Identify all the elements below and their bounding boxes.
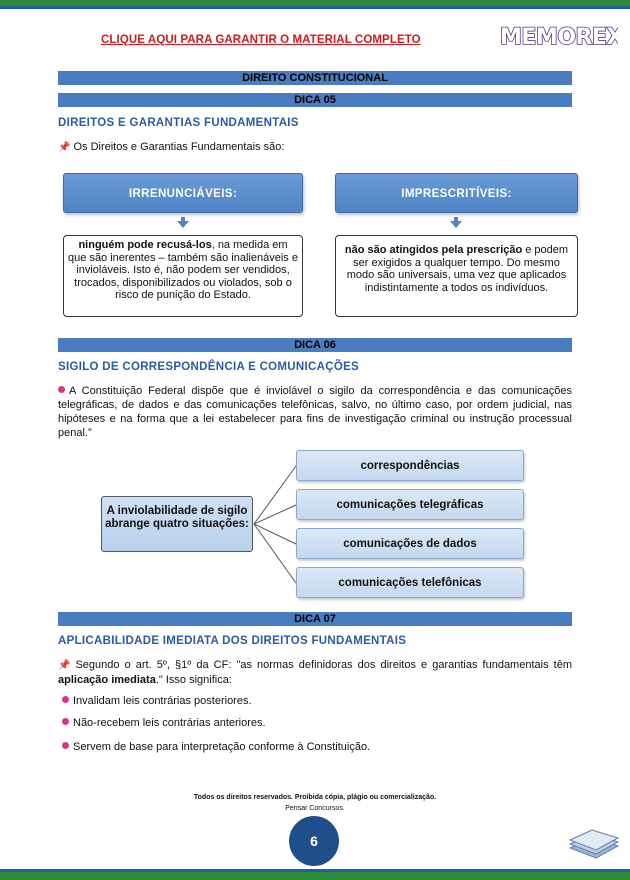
- connector-lines: [252, 450, 302, 600]
- list-item-text: Não-recebem leis contrárias anteriores.: [73, 717, 266, 729]
- tip07-text-b: ." Isso significa:: [155, 674, 232, 686]
- tip06-bar: DICA 06: [58, 338, 572, 352]
- tip06-text-content: A Constituição Federal dispõe que é inviolável o sigilo da correspondência e das comunicações telegráficas, de dados e das comunicações telefônicas, salvo, no último caso, por ordem judicial, nas hipóteses e na forma que a lei estabelecer para fins de investigação criminal ou instrução processual penal.”: [58, 385, 572, 439]
- stack-logo-icon: [566, 828, 622, 862]
- tip05-heading: DIREITOS E GARANTIAS FUNDAMENTAIS: [58, 117, 299, 129]
- tip07-heading: APLICABILIDADE IMEDIATA DOS DIREITOS FUNDAMENTAIS: [58, 635, 407, 647]
- situation-item: correspondências: [296, 450, 524, 481]
- inviolability-center-box: A inviolabilidade de sigilo abrange quatro situações:: [101, 496, 253, 552]
- tip07-text-a: Segundo o art. 5º, §1º da CF: "as normas definidoras dos direitos e garantias fundamentais têm: [75, 659, 572, 671]
- imprescritiveis-desc: [335, 235, 578, 317]
- tip06-text: [58, 384, 572, 440]
- footer-rights: Todos os direitos reservados. Proibida cópia, plágio ou comercialização.: [193, 794, 437, 801]
- bullet-icon: [58, 386, 65, 393]
- memorex-logo: [498, 20, 618, 52]
- imprescritiveis-bold: não são atingidos pela prescrição: [344, 244, 523, 256]
- logo-text: MEMOREX: [500, 25, 618, 50]
- irrenunciaveis-box: IRRENUNCIÁVEIS:: [63, 173, 303, 213]
- irrenunciaveis-bold: ninguém pode recusá-los: [78, 239, 212, 251]
- bottom-green-stripe: [0, 872, 630, 880]
- list-item: [62, 695, 252, 707]
- down-arrow-icon: [450, 221, 462, 228]
- footer-brand: Pensar Concursos.: [285, 805, 345, 812]
- tip05-intro-text: Os Direitos e Garantias Fundamentais são:: [73, 141, 285, 153]
- bullet-icon: [62, 742, 69, 749]
- tip07-bar: DICA 07: [58, 612, 572, 626]
- imprescritiveis-text: e podem ser exigidos a qualquer tempo. Do mesmo modo são universais, uma vez que aplicados indistintamente a todos os indivíduos.: [346, 244, 569, 294]
- situation-item: comunicações telegráficas: [296, 489, 524, 520]
- down-arrow-icon: [177, 221, 189, 228]
- pin-icon: 📌: [58, 142, 71, 153]
- tip05-intro: [58, 140, 572, 155]
- list-item-text: Servem de base para interpretação conforme à Constituição.: [73, 741, 371, 753]
- imprescritiveis-box: IMPRESCRITÍVEIS:: [335, 173, 578, 213]
- list-item-text: Invalidam leis contrárias posteriores.: [73, 695, 252, 707]
- irrenunciaveis-text: , na medida em que são inerentes – também são inalienáveis e invioláveis. Isto é, não podem ser vendidos, trocados, disponibilizados ou violados, sob o risco de punição do Estado.: [68, 239, 298, 301]
- list-item: [62, 717, 266, 729]
- top-blue-stripe: [0, 6, 630, 9]
- tip07-text-bold: aplicação imediata: [58, 674, 156, 686]
- tip06-heading: SIGILO DE CORRESPONDÊNCIA E COMUNICAÇÕES: [58, 361, 360, 373]
- tip07-text: [58, 658, 572, 687]
- situation-item: comunicações telefônicas: [296, 567, 524, 598]
- section-title-bar: DIREITO CONSTITUCIONAL: [58, 71, 572, 85]
- tip05-bar: DICA 05: [58, 93, 572, 107]
- cta-link[interactable]: CLIQUE AQUI PARA GARANTIR O MATERIAL COMPLETO: [101, 34, 421, 46]
- pin-icon: 📌: [58, 660, 73, 671]
- list-item: [62, 741, 370, 753]
- page-number: 6: [289, 816, 339, 866]
- irrenunciaveis-desc: [63, 235, 303, 317]
- bullet-icon: [62, 696, 69, 703]
- situation-item: comunicações de dados: [296, 528, 524, 559]
- bullet-icon: [62, 718, 69, 725]
